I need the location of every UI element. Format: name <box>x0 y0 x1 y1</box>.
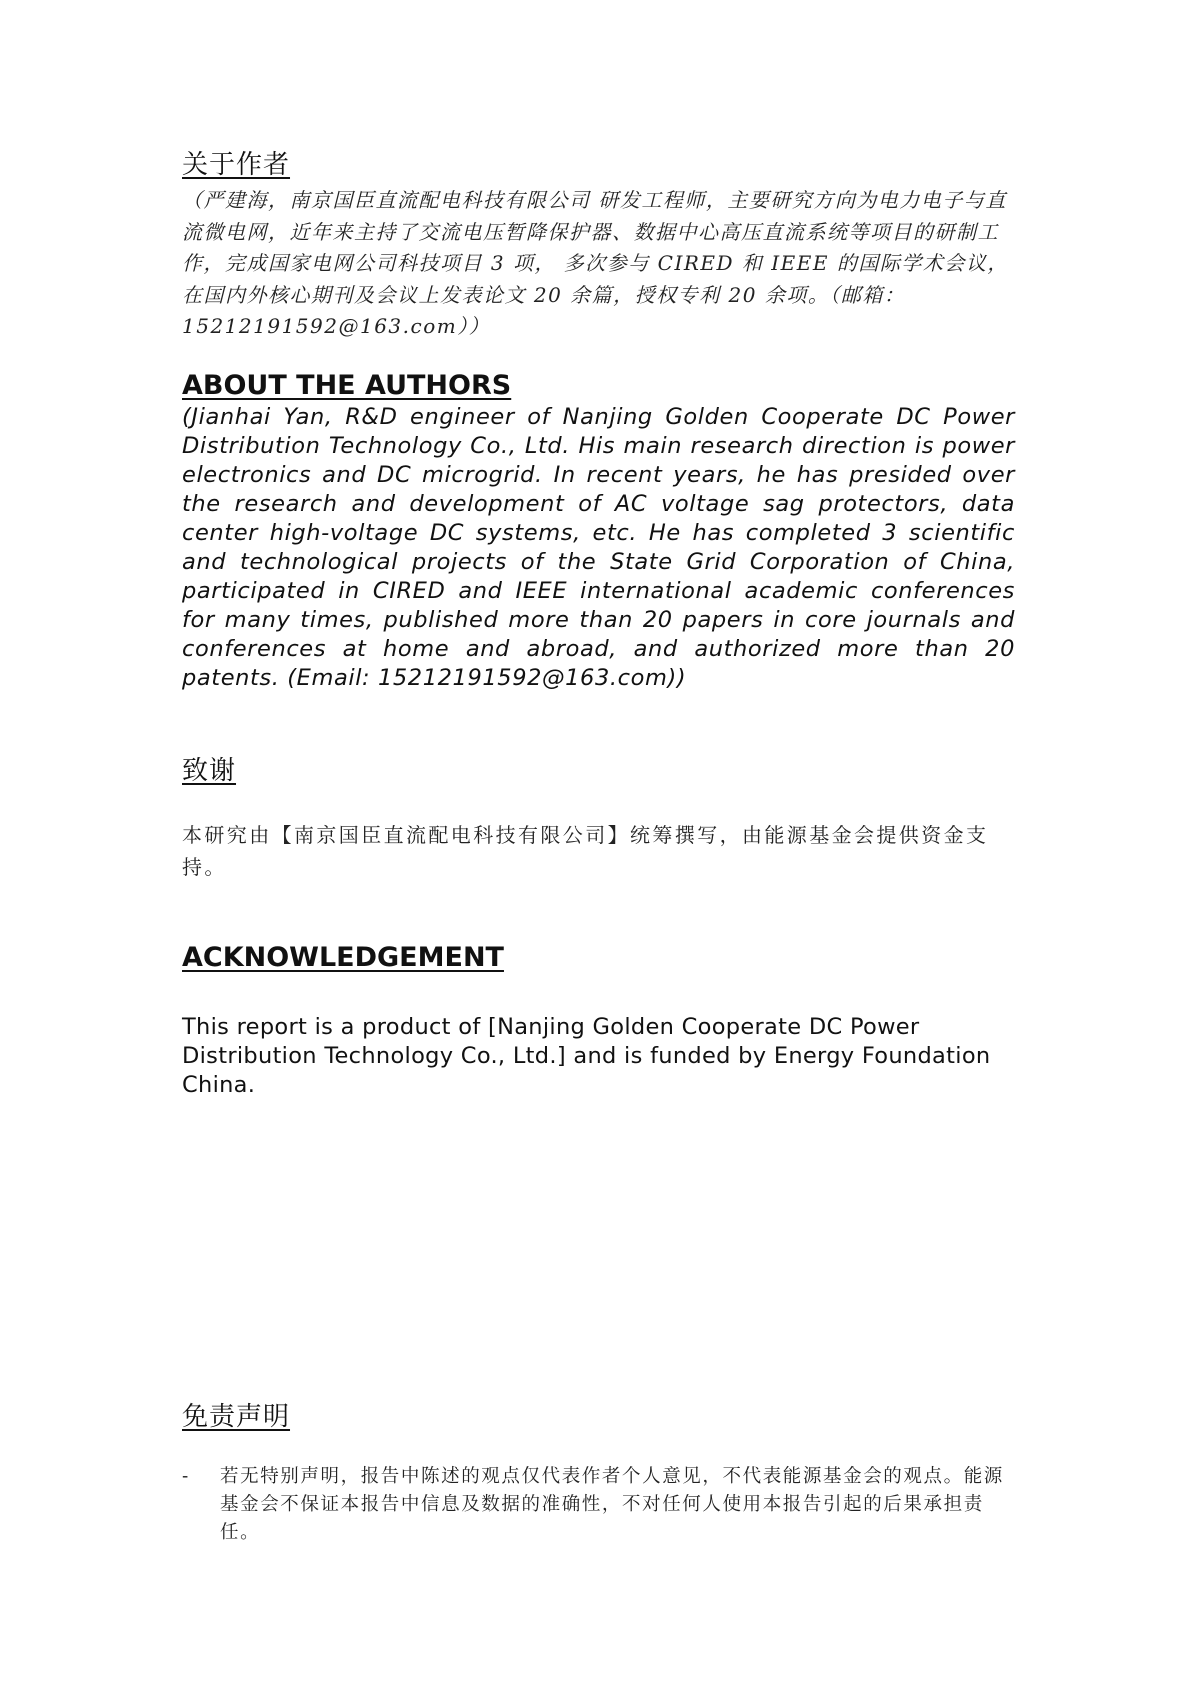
about-authors-en-heading: ABOUT THE AUTHORS <box>182 370 512 401</box>
acknowledgement-cn-heading: 致谢 <box>182 756 237 786</box>
acknowledgement-cn-paragraph: 本研究由【南京国臣直流配电科技有限公司】统筹撰写，由能源基金会提供资金支持。 <box>182 823 989 879</box>
about-authors-cn-paragraph: （严建海，南京国臣直流配电科技有限公司 研发工程师，主要研究方向为电力电子与直流微电网，近年来主持了交流电压暂降保护器、数据中心高压直流系统等项目的研制工作，完成国家电网公司科技项目 3 项， 多次参与 CIRED 和 IEEE 的国际学术会议，在国内外核心期刊及会议上发表论文 20 余篇，授权专利 20 余项。（邮箱：15212191592@163.com）） <box>182 188 1009 338</box>
about-authors-cn-heading: 关于作者 <box>182 150 291 180</box>
about-authors-en-paragraph: (Jianhai Yan, R&D engineer of Nanjing Golden Cooperate DC Power Distribution Technology Co., Ltd. His main research direction is power electronics and DC microgrid. In recent years, he has presided over the research and development of AC voltage sag protectors, data center high-voltage DC systems, etc. He has completed 3 scientific and technological projects of the State Grid Corporation of China, participated in CIRED and IEEE international academic conferences for many times, published more than 20 papers in core journals and conferences at home and abroad, and authorized more than 20 patents. (Email: 15212191592@163.com)) <box>182 404 1015 691</box>
disclaimer-item <box>182 1463 1015 1547</box>
acknowledgement-en-heading: ACKNOWLEDGEMENT <box>182 942 504 973</box>
disclaimer-text: 若无特别声明，报告中陈述的观点仅代表作者个人意见，不代表能源基金会的观点。能源基金会不保证本报告中信息及数据的准确性，不对任何人使用本报告引起的后果承担责任。 <box>220 1466 1004 1543</box>
acknowledgement-en-paragraph: This report is a product of [Nanjing Golden Cooperate DC Power Distribution Technology Co., Ltd.] and is funded by Energy Foundation China. <box>182 1014 991 1098</box>
bullet-dash: - <box>182 1466 189 1487</box>
disclaimer-cn-heading: 免责声明 <box>182 1402 291 1432</box>
